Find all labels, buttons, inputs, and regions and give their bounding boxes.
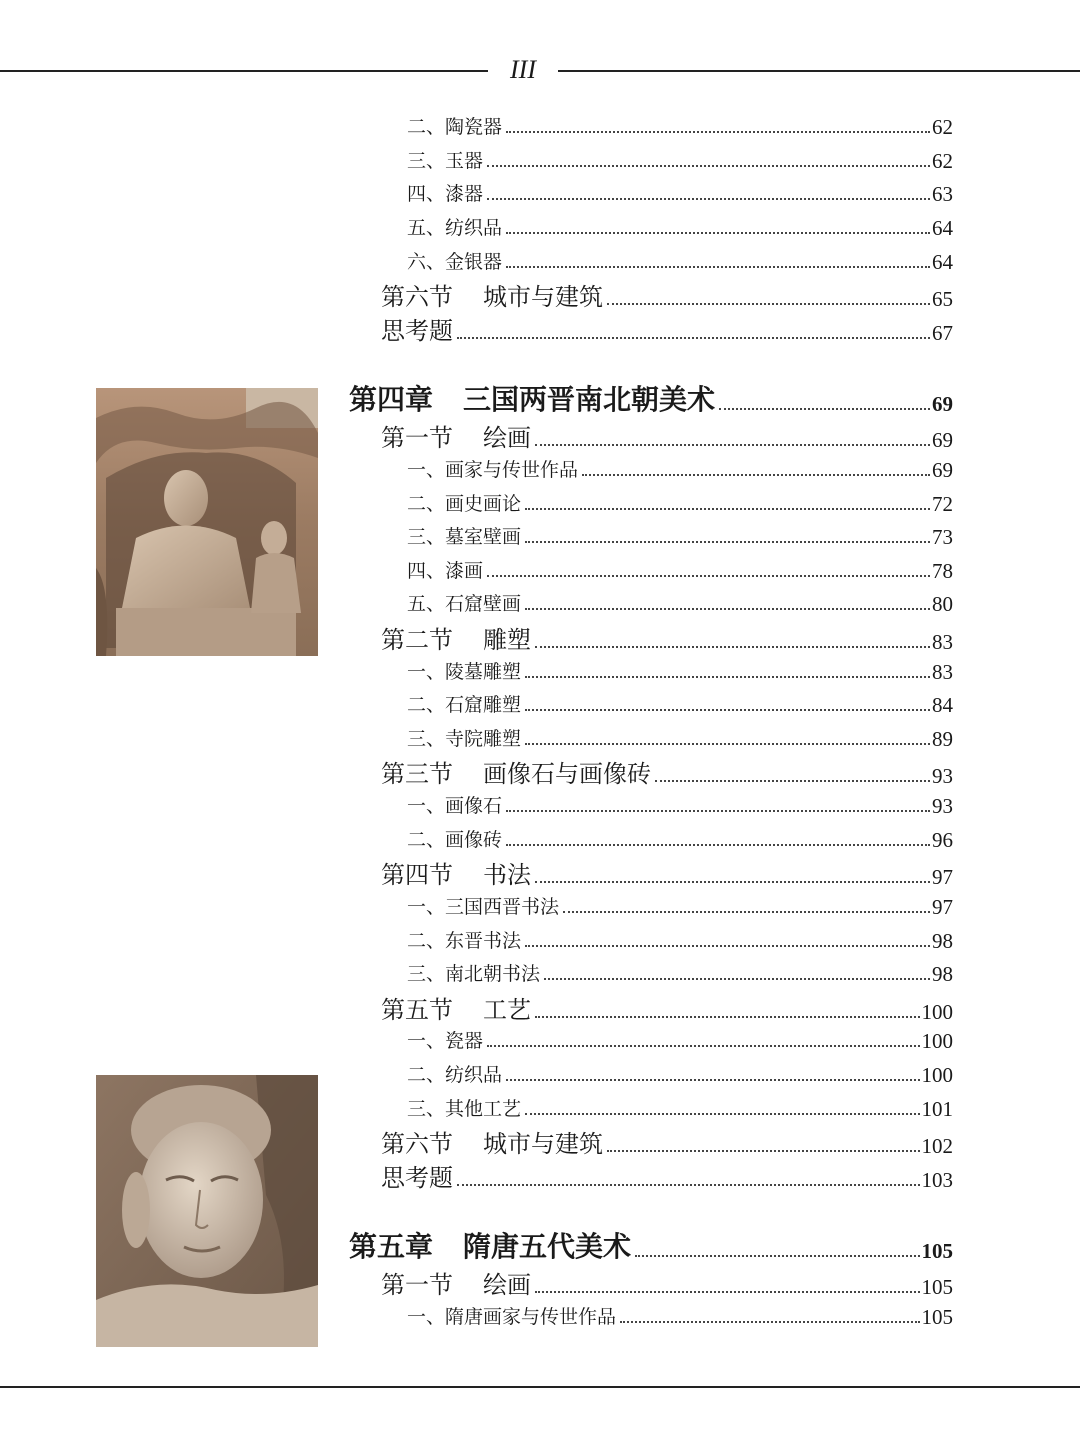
toc-subsection: [407, 591, 953, 617]
toc-page-number: 93: [932, 794, 953, 818]
toc-page-number: 84: [932, 693, 953, 717]
leader-dots: [525, 1113, 919, 1115]
toc-subsection: [407, 659, 953, 685]
toc-label: [381, 1270, 531, 1300]
toc-label-number: 一、陵墓雕塑: [407, 661, 522, 683]
seated-buddha-grotto-photo: [96, 388, 318, 656]
toc-page-number: 62: [932, 115, 953, 139]
toc-page-number: 83: [932, 630, 953, 654]
leader-dots: [535, 1291, 920, 1293]
toc-subsection: [407, 692, 953, 718]
leader-dots: [506, 232, 930, 234]
toc-subsection: [407, 491, 953, 517]
toc-page-number: 101: [921, 1097, 953, 1121]
toc-subsection: [407, 1304, 953, 1330]
toc-label: [407, 181, 483, 207]
toc-label: [407, 1062, 502, 1088]
toc-page-number: 100: [921, 1063, 953, 1087]
leader-dots: [544, 978, 930, 980]
toc-page-number: 98: [932, 929, 953, 953]
toc-page-number: 105: [921, 1239, 953, 1263]
toc-label: [349, 383, 715, 417]
toc-subsection: [407, 793, 953, 819]
toc-page-number: 97: [932, 895, 953, 919]
toc-label-number: 二、石窟雕塑: [407, 694, 522, 716]
toc-title: 绘画: [483, 424, 531, 452]
toc-section: [381, 1163, 953, 1193]
toc-label-number: 二、纺织品: [407, 1064, 503, 1086]
toc-label-number: 一、隋唐画家与传世作品: [407, 1306, 617, 1328]
toc-section: [381, 995, 953, 1025]
toc-page-number: 64: [932, 250, 953, 274]
toc-page-number: 63: [932, 182, 953, 206]
toc-label-number: 三、寺院雕塑: [407, 728, 522, 750]
toc-section: [381, 1129, 953, 1159]
toc-title: 画像石与画像砖: [483, 760, 651, 788]
toc-subsection: [407, 894, 953, 920]
leader-dots: [525, 945, 930, 947]
toc-chapter: [349, 1230, 953, 1264]
toc-label-number: 五、纺织品: [407, 217, 503, 239]
leader-dots: [506, 1079, 919, 1081]
leader-dots: [457, 1184, 920, 1186]
leader-dots: [487, 1045, 919, 1047]
toc-label-number: 第三节: [381, 760, 453, 788]
toc-label: [407, 894, 559, 920]
toc-label: [407, 726, 521, 752]
toc-subsection: [407, 457, 953, 483]
toc-section: [381, 759, 953, 789]
leader-dots: [525, 676, 930, 678]
toc-label-number: 第五章: [349, 1230, 434, 1263]
toc-label-number: 三、墓室壁画: [407, 526, 522, 548]
toc-subsection: [407, 181, 953, 207]
toc-label-number: 思考题: [381, 317, 453, 345]
toc-label-number: 二、画史画论: [407, 493, 522, 515]
toc-page-number: 96: [932, 828, 953, 852]
leader-dots: [525, 743, 930, 745]
toc-label-number: 一、画像石: [407, 795, 503, 817]
page-number: III: [510, 55, 536, 84]
toc-subsection: [407, 1028, 953, 1054]
toc-title: 隋唐五代美术: [463, 1230, 632, 1263]
leader-dots: [620, 1321, 919, 1323]
toc-label-number: 第二节: [381, 626, 453, 654]
toc-label: [407, 1096, 521, 1122]
leader-dots: [719, 408, 930, 410]
toc-title: 城市与建筑: [483, 1130, 603, 1158]
leader-dots: [525, 608, 930, 610]
toc-label: [407, 659, 521, 685]
leader-dots: [535, 444, 930, 446]
leader-dots: [506, 844, 930, 846]
toc-title: 工艺: [483, 996, 531, 1024]
toc-page-number: 64: [932, 216, 953, 240]
toc-label-number: 思考题: [381, 1164, 453, 1192]
toc-page-number: 62: [932, 149, 953, 173]
toc-page-number: 105: [921, 1275, 953, 1299]
toc-label: [407, 215, 502, 241]
toc-page-number: 65: [932, 287, 953, 311]
toc-title: 雕塑: [483, 626, 531, 654]
toc-label-number: 一、瓷器: [407, 1030, 484, 1052]
leader-dots: [535, 881, 930, 883]
toc-label: [407, 827, 502, 853]
toc-subsection: [407, 558, 953, 584]
toc-subsection: [407, 827, 953, 853]
toc-label: [407, 793, 502, 819]
toc-label-number: 第四节: [381, 861, 453, 889]
toc-label: [381, 759, 651, 789]
toc-page-number: 93: [932, 764, 953, 788]
toc-page-number: 100: [921, 1029, 953, 1053]
toc-subsection: [407, 726, 953, 752]
leader-dots: [487, 165, 930, 167]
leader-dots: [525, 709, 930, 711]
toc-section: [381, 316, 953, 346]
toc-label: [381, 1163, 453, 1193]
toc-label-number: 三、其他工艺: [407, 1098, 522, 1120]
toc-page-number: 100: [921, 1000, 953, 1024]
toc-label: [407, 524, 521, 550]
toc-page-number: 69: [932, 458, 953, 482]
toc-page-number: 83: [932, 660, 953, 684]
toc-subsection: [407, 148, 953, 174]
toc-title: 绘画: [483, 1271, 531, 1299]
toc-label: [381, 625, 531, 655]
toc-page-number: 73: [932, 525, 953, 549]
footer-rule: [0, 1386, 1080, 1388]
leader-dots: [582, 474, 930, 476]
leader-dots: [506, 131, 930, 133]
toc-label: [407, 114, 502, 140]
toc-page-number: 98: [932, 962, 953, 986]
toc-label-number: 二、画像砖: [407, 829, 503, 851]
toc-section: [381, 423, 953, 453]
toc-page-number: 103: [921, 1168, 953, 1192]
toc-subsection: [407, 215, 953, 241]
toc-chapter: [349, 383, 953, 417]
leader-dots: [525, 508, 930, 510]
toc-label-number: 第六节: [381, 283, 453, 311]
toc-subsection: [407, 249, 953, 275]
toc-label: [407, 591, 521, 617]
toc-label: [381, 860, 531, 890]
leader-dots: [487, 198, 930, 200]
toc-title: 城市与建筑: [483, 283, 603, 311]
toc-subsection: [407, 1096, 953, 1122]
toc-label: [381, 316, 453, 346]
leader-dots: [525, 541, 930, 543]
leader-dots: [607, 303, 930, 305]
toc-page-number: 102: [921, 1134, 953, 1158]
toc-subsection: [407, 1062, 953, 1088]
toc-label-number: 一、画家与传世作品: [407, 459, 579, 481]
toc-label: [407, 148, 483, 174]
toc-label-number: 四、漆器: [407, 183, 484, 205]
leader-dots: [607, 1150, 920, 1152]
toc-label-number: 第一节: [381, 424, 453, 452]
toc-section: [381, 860, 953, 890]
toc-page-number: 69: [932, 428, 953, 452]
toc-page-number: 72: [932, 492, 953, 516]
toc-page-number: 80: [932, 592, 953, 616]
toc-label-number: 第四章: [349, 383, 434, 416]
toc-label: [407, 457, 578, 483]
toc-label: [407, 249, 502, 275]
toc-label: [407, 558, 483, 584]
leader-dots: [506, 266, 930, 268]
toc-label-number: 第五节: [381, 996, 453, 1024]
toc-page-number: 69: [932, 392, 953, 416]
toc-subsection: [407, 114, 953, 140]
buddha-head-sculpture-photo: [96, 1075, 318, 1347]
toc-label: [381, 282, 603, 312]
toc-label: [349, 1230, 631, 1264]
toc-title: 三国两晋南北朝美术: [463, 383, 716, 416]
toc-label: [407, 928, 521, 954]
toc-section: [381, 625, 953, 655]
toc-label-number: 三、南北朝书法: [407, 963, 541, 985]
toc-page-number: 105: [921, 1305, 953, 1329]
toc-label: [407, 961, 540, 987]
toc-subsection: [407, 961, 953, 987]
leader-dots: [487, 575, 930, 577]
toc-label: [381, 423, 531, 453]
toc-label-number: 第一节: [381, 1271, 453, 1299]
toc-label-number: 二、陶瓷器: [407, 116, 503, 138]
leader-dots: [635, 1255, 919, 1257]
toc-page-number: 78: [932, 559, 953, 583]
leader-dots: [535, 646, 930, 648]
toc-title: 书法: [483, 861, 531, 889]
toc-label: [407, 1028, 483, 1054]
leader-dots: [506, 810, 930, 812]
toc-label-number: 五、石窟壁画: [407, 593, 522, 615]
toc-label: [381, 1129, 603, 1159]
leader-dots: [563, 911, 930, 913]
toc-label-number: 二、东晋书法: [407, 930, 522, 952]
toc-page-number: 97: [932, 865, 953, 889]
toc-page-number: 67: [932, 321, 953, 345]
leader-dots: [457, 337, 930, 339]
toc-label-number: 一、三国西晋书法: [407, 896, 560, 918]
leader-dots: [535, 1016, 920, 1018]
toc-label: [407, 1304, 616, 1330]
leader-dots: [655, 780, 930, 782]
toc-subsection: [407, 524, 953, 550]
toc-page-number: 89: [932, 727, 953, 751]
toc-label-number: 三、玉器: [407, 150, 484, 172]
toc-subsection: [407, 928, 953, 954]
toc-label-number: 第六节: [381, 1130, 453, 1158]
toc-label: [407, 692, 521, 718]
toc-section: [381, 282, 953, 312]
toc-label-number: 四、漆画: [407, 560, 484, 582]
toc-label: [407, 491, 521, 517]
toc-section: [381, 1270, 953, 1300]
toc-label: [381, 995, 531, 1025]
toc-label-number: 六、金银器: [407, 251, 503, 273]
